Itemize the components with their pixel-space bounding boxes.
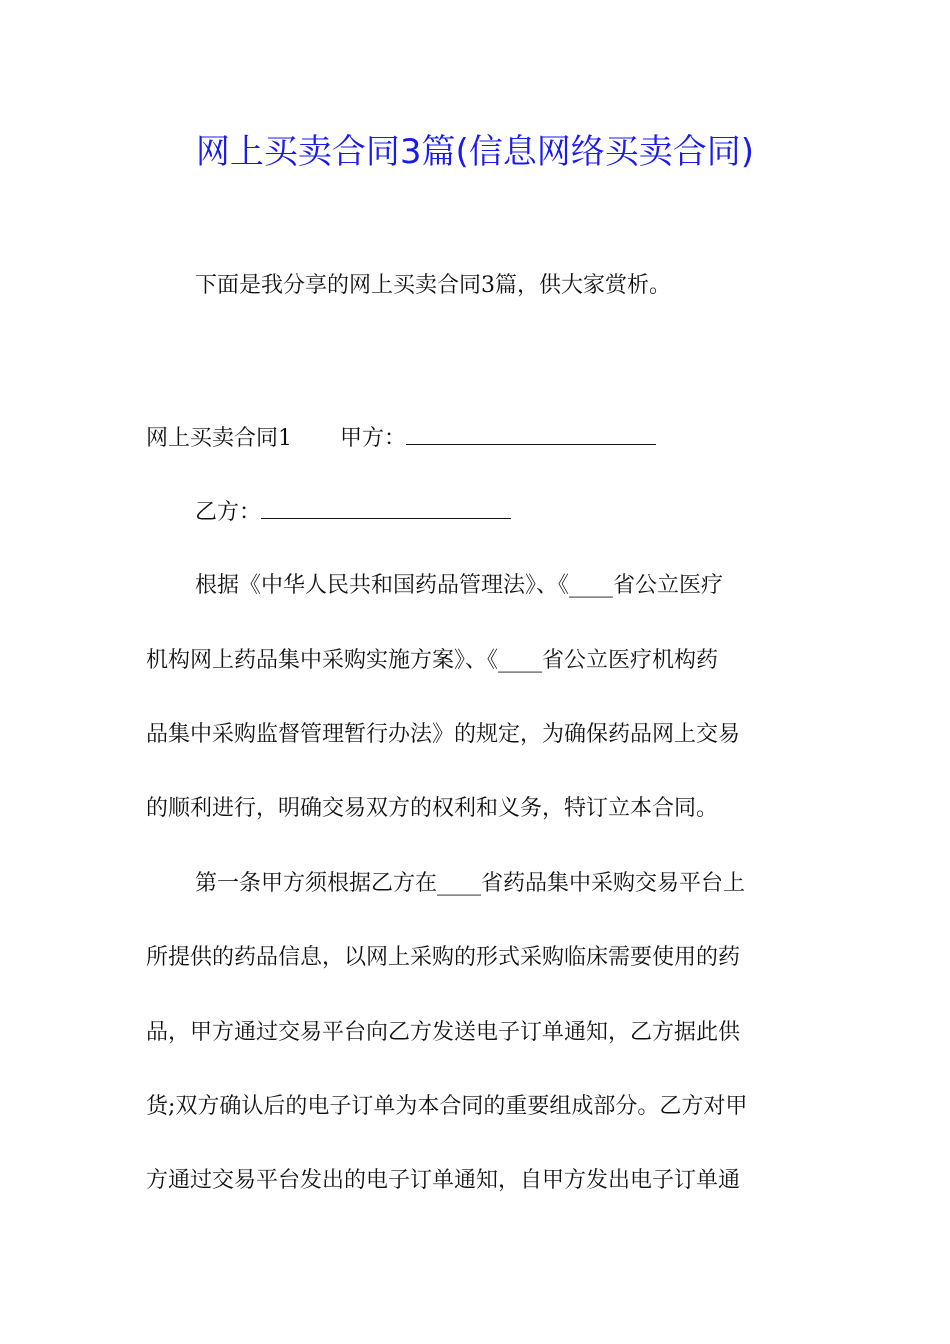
paragraph1-line: 的顺利进行，明确交易双方的权利和义务，特订立本合同。 <box>146 796 719 821</box>
section-heading-line <box>146 422 806 455</box>
paragraph2-line: 货;双方确认后的电子订单为本合同的重要组成部分。乙方对甲 <box>146 1094 748 1119</box>
paragraph2-line: 品，甲方通过交易平台向乙方发送电子订单通知，乙方据此供 <box>146 1020 741 1045</box>
paragraph1-line: 机构网上药品集中采购实施方案》、《____省公立医疗机构药 <box>146 648 719 673</box>
party-b-line <box>195 496 855 529</box>
party-a-blank <box>406 422 656 445</box>
paragraph1-line: 根据《中华人民共和国药品管理法》、《____省公立医疗 <box>195 573 724 598</box>
document-title: 网上买卖合同3篇(信息网络买卖合同) <box>195 132 755 172</box>
party-b-label: 乙方： <box>195 500 262 525</box>
party-b-blank <box>261 496 511 519</box>
paragraph2-line: 所提供的药品信息，以网上采购的形式采购临床需要使用的药 <box>146 945 741 970</box>
paragraph1-line: 品集中采购监督管理暂行办法》的规定，为确保药品网上交易 <box>146 722 741 747</box>
intro-text: 下面是我分享的网上买卖合同3篇，供大家赏析。 <box>195 273 671 298</box>
paragraph2-line: 方通过交易平台发出的电子订单通知，自甲方发出电子订单通 <box>146 1168 741 1193</box>
paragraph2-line: 第一条甲方须根据乙方在____省药品集中采购交易平台上 <box>195 871 746 896</box>
party-a-label: 甲方： <box>340 426 407 451</box>
section-heading: 网上买卖合同1 <box>146 426 292 451</box>
